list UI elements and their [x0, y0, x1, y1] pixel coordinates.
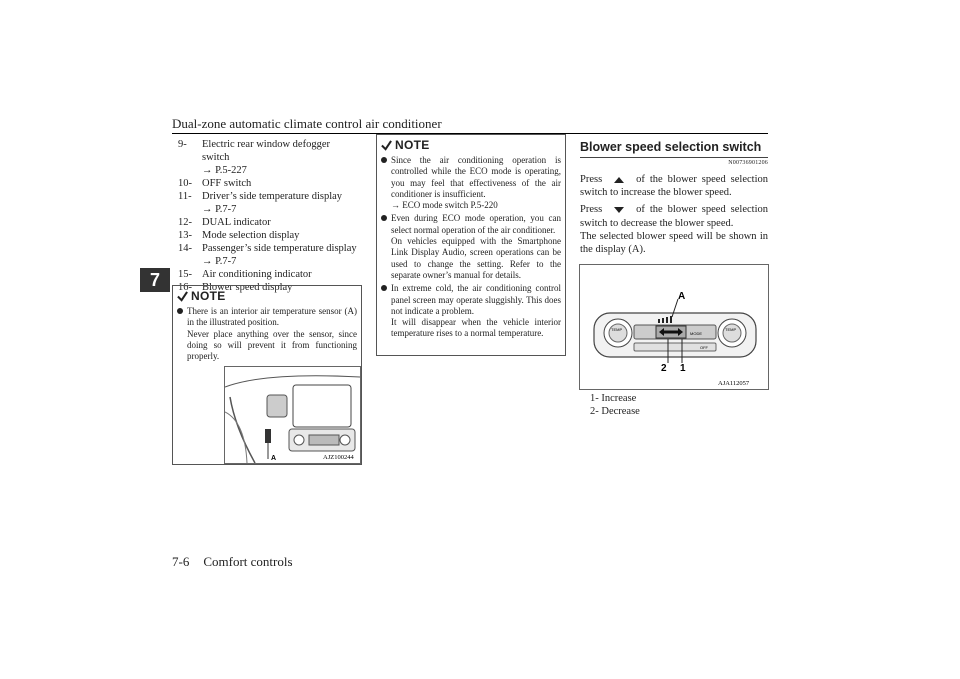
- dashboard-illustration: [225, 367, 360, 463]
- blower-panel-figure: [579, 264, 769, 390]
- off-label: OFF: [700, 345, 708, 350]
- note-body: [377, 155, 565, 340]
- page-number: 7-6: [172, 554, 190, 569]
- figure-label-a: A: [678, 291, 686, 302]
- section-title: Blower speed selection switch: [580, 140, 768, 158]
- note-bullet: There is an interior air temperature sensor (A) in the illustrated position. Never place anything over the sensor, since doing so will prevent it from functioning properly.: [187, 306, 357, 362]
- cross-reference-link[interactable]: → ECO mode switch P.5-220: [391, 200, 498, 211]
- sensor-location-figure: [224, 366, 361, 464]
- paragraph-increase: Press of the blower speed selection switch to increase the blower speed.: [580, 174, 768, 199]
- temp-label-left: TEMP: [611, 327, 623, 332]
- note-body: [173, 306, 361, 362]
- figure-legend: [590, 393, 640, 418]
- mode-label: MODE: [690, 331, 702, 336]
- note-bullet: In extreme cold, the air conditioning control panel screen may operate sluggishly. This does not indicate a problem. It will disappear when the vehicle interior temperature rises to a normal temperature.: [391, 283, 561, 339]
- list-item: 13- Mode selection display: [178, 230, 300, 241]
- list-item: 16- Blower speed display: [178, 282, 293, 293]
- note-box-eco: [376, 134, 566, 356]
- chapter-tab: 7: [140, 268, 170, 292]
- list-item-ref[interactable]: → P.5-227: [202, 165, 247, 176]
- note-bullet: Since the air conditioning operation is controlled while the ECO mode is operating, you may feel that effectiveness of the air conditioner is insufficient. → ECO mode switch P.5-220: [391, 155, 561, 211]
- note-label: NOTE: [395, 138, 430, 152]
- figure-code: AJZ100244: [323, 454, 354, 461]
- section-body: [580, 173, 768, 260]
- list-item: 10- OFF switch: [178, 178, 252, 189]
- check-icon: [177, 291, 188, 302]
- note-box-sensor: [172, 285, 362, 465]
- legend-list: [178, 138, 358, 294]
- paragraph-decrease: Press of the blower speed selection switch to decrease the blower speed.: [580, 204, 768, 229]
- page-footer: [172, 554, 293, 570]
- list-item: 9- Electric rear window defogger switch: [178, 139, 330, 163]
- note-header: [173, 288, 361, 304]
- note-bullet: Even during ECO mode operation, you can select normal operation of the air conditioner. On vehicles equipped with the Smartphone Link Display Audio, screen operations can be used to change the setting. Refer to the separate owner’s manual for details.: [391, 213, 561, 280]
- list-item: 14- Passenger’s side temperature display: [178, 243, 357, 254]
- figure-label-1: 1: [680, 363, 686, 374]
- section-code: N00736901206: [728, 160, 768, 166]
- legend-item: 1- Increase: [590, 393, 637, 404]
- temp-label-right: TEMP: [725, 327, 737, 332]
- control-panel-illustration: [580, 265, 768, 389]
- triangle-up-icon: [614, 177, 624, 183]
- footer-section: Comfort controls: [203, 554, 293, 569]
- paragraph-display: The selected blower speed will be shown in the display (A).: [580, 230, 768, 256]
- note-header: [377, 137, 565, 153]
- note-label: NOTE: [191, 289, 226, 303]
- figure-label-2: 2: [661, 363, 667, 374]
- figure-code: AJA112057: [718, 380, 750, 387]
- page-header-title: Dual-zone automatic climate control air conditioner: [172, 116, 442, 131]
- list-item-ref[interactable]: → P.7-7: [202, 256, 237, 267]
- list-item-ref[interactable]: → P.7-7: [202, 204, 237, 215]
- triangle-down-icon: [614, 207, 624, 213]
- list-item: 12- DUAL indicator: [178, 217, 271, 228]
- list-item: 11- Driver’s side temperature display: [178, 191, 343, 202]
- legend-item: 2- Decrease: [590, 405, 640, 417]
- list-item: 15- Air conditioning indicator: [178, 269, 312, 280]
- check-icon: [381, 140, 392, 151]
- figure-label-a: A: [271, 455, 277, 462]
